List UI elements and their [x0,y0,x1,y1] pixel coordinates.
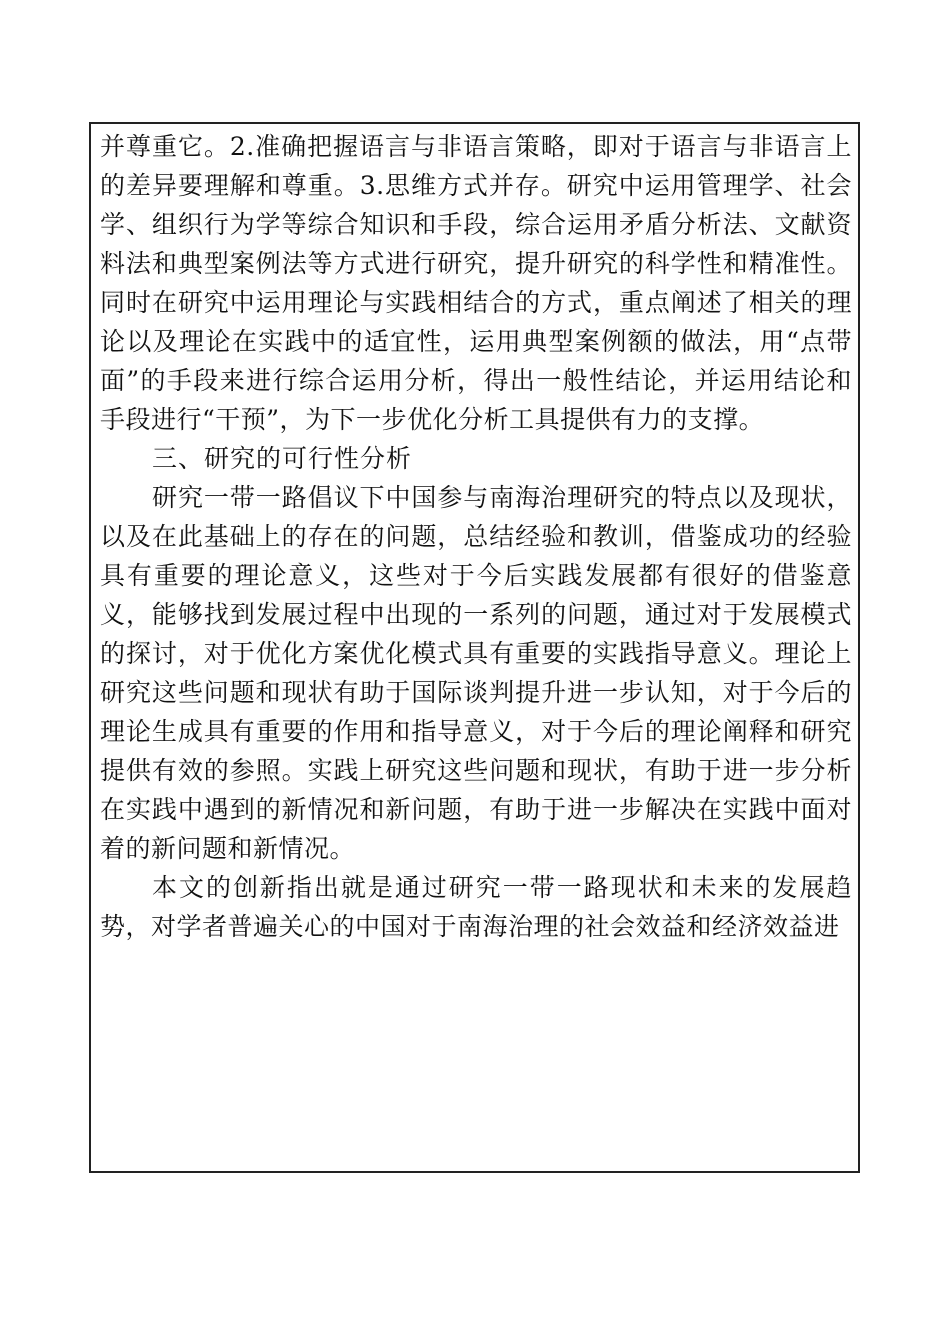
paragraph-feasibility: 研究一带一路倡议下中国参与南海治理研究的特点以及现状，以及在此基础上的存在的问题，总结经验和教训，借鉴成功的经验具有重要的理论意义，这些对于今后实践发展都有很好的借鉴意义，能够找到发展过程中出现的一系列的问题，通过对于发展模式的探讨，对于优化方案优化模式具有重要的实践指导意义。理论上研究这些问题和现状有助于国际谈判提升进一步认知，对于今后的理论生成具有重要的作用和指导意义，对于今后的理论阐释和研究提供有效的参照。实践上研究这些问题和现状，有助于进一步分析在实践中遇到的新情况和新问题，有助于进一步解决在实践中面对着的新问题和新情况。 [100,483,852,863]
section-heading-feasibility: 三、研究的可行性分析 [152,444,413,473]
paragraph-innovation: 本文的创新指出就是通过研究一带一路现状和未来的发展趋势，对学者普遍关心的中国对于南海治理的社会效益和经济效益进 [100,873,852,941]
document-body [100,127,852,946]
paragraph-methods: 并尊重它。2.准确把握语言与非语言策略，即对于语言与非语言上的差异要理解和尊重。3.思维方式并存。研究中运用管理学、社会学、组织行为学等综合知识和手段，综合运用矛盾分析法、文献资料法和典型案例法等方式进行研究，提升研究的科学性和精准性。同时在研究中运用理论与实践相结合的方式，重点阐述了相关的理论以及理论在实践中的适宜性，运用典型案例额的做法，用“点带面”的手段来进行综合运用分析，得出一般性结论，并运用结论和手段进行“干预”，为下一步优化分析工具提供有力的支撑。 [100,132,852,434]
